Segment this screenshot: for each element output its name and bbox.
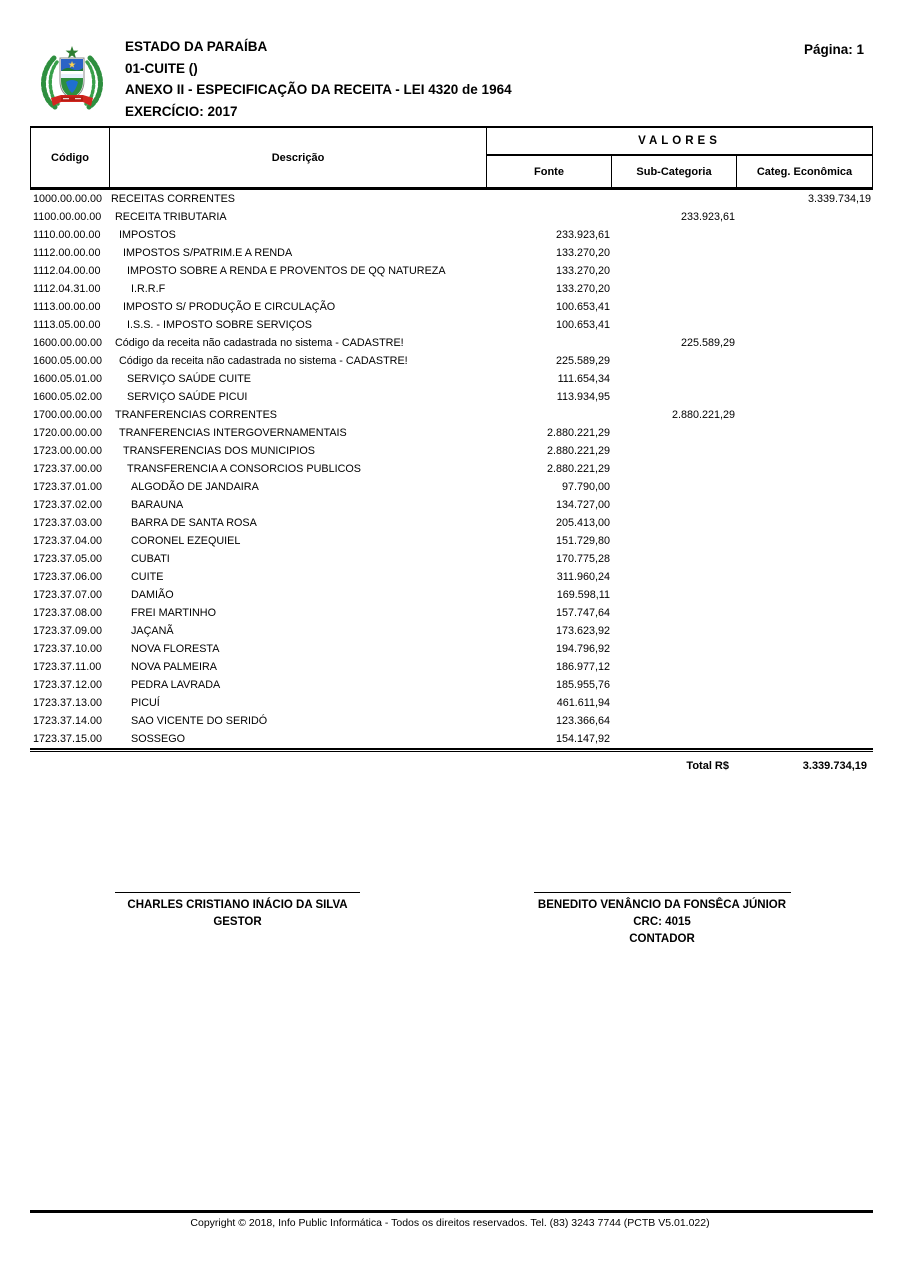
row-code: 1100.00.00.00 (33, 211, 102, 223)
row-fonte-value: 134.727,00 (555, 499, 610, 511)
row-description: IMPOSTO S/ PRODUÇÃO E CIRCULAÇÃO (123, 301, 336, 313)
row-code: 1723.37.03.00 (33, 517, 103, 529)
table-row (30, 478, 873, 496)
col-header-fonte: Fonte (487, 156, 612, 187)
row-description: TRANSFERENCIAS DOS MUNICIPIOS (123, 445, 315, 457)
crest-star-icon (66, 46, 79, 58)
row-code: 1112.04.31.00 (33, 283, 101, 295)
row-code: 1112.00.00.00 (33, 247, 101, 259)
row-code: 1723.37.07.00 (33, 589, 103, 601)
row-description: CUITE (131, 571, 164, 583)
row-code: 1113.05.00.00 (33, 319, 101, 331)
row-description: TRANFERENCIAS CORRENTES (115, 409, 277, 421)
row-description: DAMIÃO (131, 589, 174, 601)
table-row (30, 514, 873, 532)
row-description: Código da receita não cadastrada no sistema - CADASTRE! (119, 355, 408, 367)
footer-rule (30, 1210, 873, 1213)
row-description: IMPOSTOS S/PATRIM.E A RENDA (123, 247, 293, 259)
row-code: 1600.05.02.00 (33, 391, 103, 403)
row-description: TRANSFERENCIA A CONSORCIOS PUBLICOS (127, 463, 361, 475)
table-row (30, 730, 873, 748)
row-fonte-value: 225.589,29 (555, 355, 610, 367)
row-code: 1723.37.11.00 (33, 661, 102, 673)
row-fonte-value: 194.796,92 (555, 643, 610, 655)
table-row (30, 190, 873, 208)
row-code: 1700.00.00.00 (33, 409, 103, 421)
paraiba-coat-of-arms-icon (39, 46, 105, 116)
row-description: RECEITAS CORRENTES (111, 193, 235, 205)
copyright-text: Copyright © 2018, Info Public Informática - Todos os direitos reservados. Tel. (83) 3243 7744 (PCTB V5.01.022) (190, 1217, 710, 1229)
table-body (30, 190, 873, 748)
table-row (30, 406, 873, 424)
table-row (30, 280, 873, 298)
row-description: I.S.S. - IMPOSTO SOBRE SERVIÇOS (127, 319, 312, 331)
signature-line (115, 892, 360, 893)
gestor-name: CHARLES CRISTIANO INÁCIO DA SILVA (127, 899, 348, 911)
table-row (30, 604, 873, 622)
row-fonte-value: 233.923,61 (555, 229, 610, 241)
row-fonte-value: 111.654,34 (557, 373, 610, 385)
table-end-rule (30, 748, 873, 752)
row-fonte-value: 123.366,64 (555, 715, 610, 727)
row-fonte-value: 100.653,41 (555, 319, 610, 331)
row-code: 1723.37.12.00 (33, 679, 103, 691)
row-description: IMPOSTO SOBRE A RENDA E PROVENTOS DE QQ NATUREZA (127, 265, 446, 277)
table-row (30, 334, 873, 352)
gestor-role: GESTOR (213, 916, 262, 928)
contador-name: BENEDITO VENÂNCIO DA FONSÊCA JÚNIOR (537, 899, 787, 911)
col-header-descricao: Descrição (110, 128, 487, 187)
row-code: 1600.05.00.00 (33, 355, 103, 367)
row-description: ALGODÃO DE JANDAIRA (131, 481, 259, 493)
row-fonte-value: 97.790,00 (561, 481, 610, 493)
table-row (30, 640, 873, 658)
row-fonte-value: 100.653,41 (555, 301, 610, 313)
row-code: 1000.00.00.00 (33, 193, 103, 205)
row-code: 1600.05.01.00 (33, 373, 103, 385)
row-fonte-value: 133.270,20 (555, 247, 610, 259)
row-code: 1723.37.04.00 (33, 535, 103, 547)
row-fonte-value: 186.977,12 (555, 661, 610, 673)
row-fonte-value: 2.880.221,29 (546, 427, 610, 439)
page-number: Página: 1 (803, 42, 864, 57)
row-code: 1112.04.00.00 (33, 265, 101, 277)
signature-block-contador (512, 892, 812, 948)
signature-block-gestor (90, 892, 385, 931)
row-fonte-value: 205.413,00 (555, 517, 610, 529)
table-header (30, 126, 873, 190)
row-code: 1110.00.00.00 (33, 229, 101, 241)
row-description: SERVIÇO SAÚDE PICUI (127, 391, 248, 403)
table-row (30, 388, 873, 406)
row-fonte-value: 151.729,80 (555, 535, 610, 547)
row-fonte-value: 169.598,11 (556, 589, 610, 601)
signature-line (534, 892, 791, 893)
table-row (30, 370, 873, 388)
row-description: TRANFERENCIAS INTERGOVERNAMENTAIS (119, 427, 347, 439)
row-fonte-value: 2.880.221,29 (546, 463, 610, 475)
row-code: 1723.37.08.00 (33, 607, 103, 619)
row-code: 1723.37.05.00 (33, 553, 103, 565)
row-description: NOVA PALMEIRA (131, 661, 218, 673)
row-fonte-value: 133.270,20 (555, 283, 610, 295)
row-code: 1723.00.00.00 (33, 445, 103, 457)
table-row (30, 496, 873, 514)
row-fonte-value: 154.147,92 (555, 733, 610, 745)
table-row (30, 244, 873, 262)
row-code: 1723.37.00.00 (33, 463, 103, 475)
row-description: I.R.R.F (131, 283, 166, 295)
row-code: 1723.37.15.00 (33, 733, 103, 745)
row-description: NOVA FLORESTA (131, 643, 220, 655)
table-row (30, 442, 873, 460)
total-value: 3.339.734,19 (802, 760, 867, 772)
row-code: 1723.37.13.00 (33, 697, 103, 709)
row-fonte-value: 133.270,20 (555, 265, 610, 277)
row-fonte-value: 461.611,94 (556, 697, 610, 709)
row-fonte-value: 185.955,76 (555, 679, 610, 691)
table-row (30, 298, 873, 316)
row-description: PICUÍ (131, 697, 160, 709)
row-description: JAÇANÃ (131, 625, 174, 637)
exercise-year: EXERCÍCIO: 2017 (125, 103, 238, 119)
row-description: SAO VICENTE DO SERIDÓ (131, 715, 268, 727)
table-row (30, 568, 873, 586)
row-code: 1720.00.00.00 (33, 427, 103, 439)
table-row (30, 460, 873, 478)
row-categ-economica-value: 3.339.734,19 (807, 193, 871, 205)
table-row (30, 208, 873, 226)
row-description: BARAUNA (131, 499, 184, 511)
row-code: 1723.37.01.00 (33, 481, 103, 493)
row-description: FREI MARTINHO (131, 607, 216, 619)
row-fonte-value: 173.623,92 (555, 625, 610, 637)
row-description: PEDRA LAVRADA (131, 679, 221, 691)
row-description: Código da receita não cadastrada no sistema - CADASTRE! (115, 337, 404, 349)
row-fonte-value: 311.960,24 (556, 571, 610, 583)
row-fonte-value: 170.775,28 (555, 553, 610, 565)
row-code: 1723.37.10.00 (33, 643, 103, 655)
table-row (30, 550, 873, 568)
row-description: SERVIÇO SAÚDE CUITE (127, 373, 251, 385)
col-group-valores (487, 128, 872, 187)
table-row (30, 352, 873, 370)
row-description: CUBATI (131, 553, 170, 565)
table-row (30, 712, 873, 730)
total-row (30, 757, 873, 775)
col-header-sub-categoria: Sub-Categoria (612, 156, 737, 187)
row-description: CORONEL EZEQUIEL (131, 535, 241, 547)
row-code: 1600.00.00.00 (33, 337, 103, 349)
row-code: 1723.37.14.00 (33, 715, 103, 727)
total-label: Total R$ (686, 760, 729, 772)
row-code: 1113.00.00.00 (33, 301, 101, 313)
table-row (30, 676, 873, 694)
row-sub-categoria-value: 233.923,61 (680, 211, 735, 223)
row-sub-categoria-value: 2.880.221,29 (671, 409, 735, 421)
row-description: SOSSEGO (131, 733, 186, 745)
col-header-categ-economica: Categ. Econômica (756, 165, 853, 178)
row-description: IMPOSTOS (119, 229, 176, 241)
row-description: BARRA DE SANTA ROSA (131, 517, 257, 529)
report-title: ANEXO II - ESPECIFICAÇÃO DA RECEITA - LEI 4320 de 1964 (125, 82, 512, 97)
table-row (30, 586, 873, 604)
table-row (30, 658, 873, 676)
table-row (30, 262, 873, 280)
row-sub-categoria-value: 225.589,29 (680, 337, 735, 349)
table-row (30, 622, 873, 640)
report-header (125, 36, 512, 122)
col-header-codigo: Código (31, 128, 110, 187)
row-fonte-value: 2.880.221,29 (546, 445, 610, 457)
row-description: RECEITA TRIBUTARIA (115, 211, 227, 223)
contador-crc: CRC: 4015 (633, 916, 691, 928)
table-row (30, 694, 873, 712)
table-row (30, 532, 873, 550)
entity-name: 01-CUITE () (125, 60, 198, 76)
row-code: 1723.37.02.00 (33, 499, 103, 511)
row-code: 1723.37.06.00 (33, 571, 103, 583)
table-row (30, 424, 873, 442)
table-row (30, 226, 873, 244)
contador-role: CONTADOR (629, 933, 695, 945)
row-fonte-value: 157.747,64 (555, 607, 610, 619)
col-header-valores: VALORES (487, 128, 872, 156)
row-fonte-value: 113.934,95 (556, 391, 610, 403)
org-name: ESTADO DA PARAÍBA (125, 39, 268, 54)
row-code: 1723.37.09.00 (33, 625, 103, 637)
table-row (30, 316, 873, 334)
